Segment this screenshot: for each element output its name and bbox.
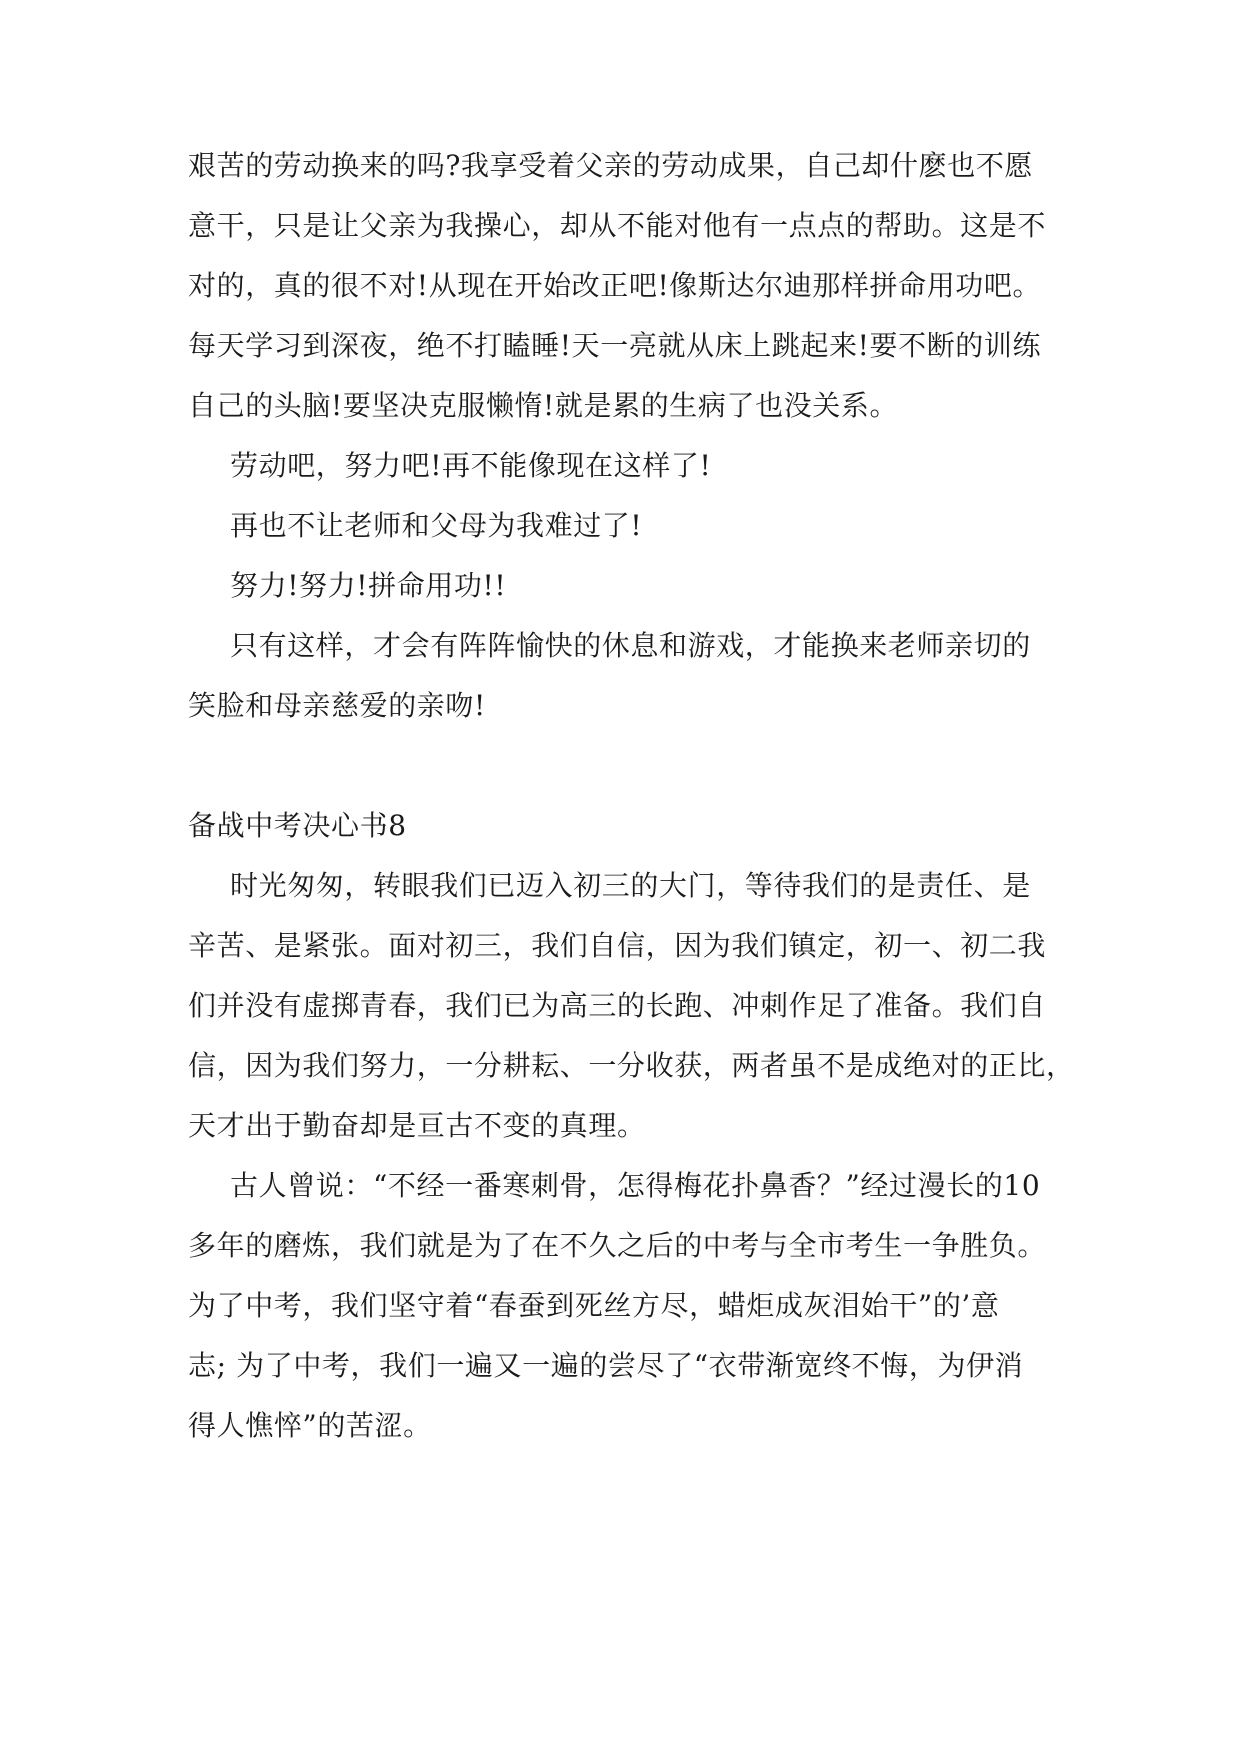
text-line: 多年的磨炼，我们就是为了在不久之后的中考与全市考生一争胜负。 [188, 1229, 1047, 1262]
text-line: 对的，真的很不对!从现在开始改正吧!像斯达尔迪那样拼命用功吧。 [188, 269, 1042, 302]
text-line: 劳动吧，努力吧!再不能像现在这样了! [230, 449, 712, 482]
text-line: 艰苦的劳动换来的吗?我享受着父亲的劳动成果，自己却什麽也不愿 [188, 149, 1034, 182]
text-line: 只有这样，才会有阵阵愉快的休息和游戏，才能换来老师亲切的 [230, 629, 1031, 662]
text-line: 意干，只是让父亲为我操心，却从不能对他有一点点的帮助。这是不 [188, 209, 1047, 242]
text-line: 得人憔悴”的苦涩。 [188, 1409, 432, 1442]
text-line: 天才出于勤奋却是亘古不变的真理。 [188, 1109, 646, 1142]
text-line: 再也不让老师和父母为我难过了! [230, 509, 643, 542]
text-line: 时光匆匆，转眼我们已迈入初三的大门，等待我们的是责任、是 [230, 869, 1031, 902]
text-line: 辛苦、是紧张。面对初三，我们自信，因为我们镇定，初一、初二我 [188, 929, 1047, 962]
text-line: 古人曾说：“不经一番寒刺骨，怎得梅花扑鼻香？”经过漫长的10 [230, 1169, 1041, 1202]
text-line: 笑脸和母亲慈爱的亲吻! [188, 689, 486, 722]
text-line: 们并没有虚掷青春，我们已为高三的长跑、冲刺作足了准备。我们自 [188, 989, 1047, 1022]
text-line: 志; 为了中考，我们一遍又一遍的尝尽了“衣带渐宽终不悔，为伊消 [188, 1349, 1024, 1382]
text-line: 每天学习到深夜，绝不打瞌睡!天一亮就从床上跳起来!要不断的训练 [188, 329, 1042, 362]
section-title: 备战中考决心书8 [188, 809, 407, 842]
text-line: 努力!努力!拼命用功!! [230, 569, 507, 602]
text-line: 信，因为我们努力，一分耕耘、一分收获，两者虽不是成绝对的正比， [188, 1049, 1075, 1082]
text-line: 为了中考，我们坚守着“春蚕到死丝方尽，蜡炬成灰泪始干”的’意 [188, 1289, 1000, 1322]
text-line: 自己的头脑!要坚决克服懒惰!就是累的生病了也没关系。 [188, 389, 899, 422]
